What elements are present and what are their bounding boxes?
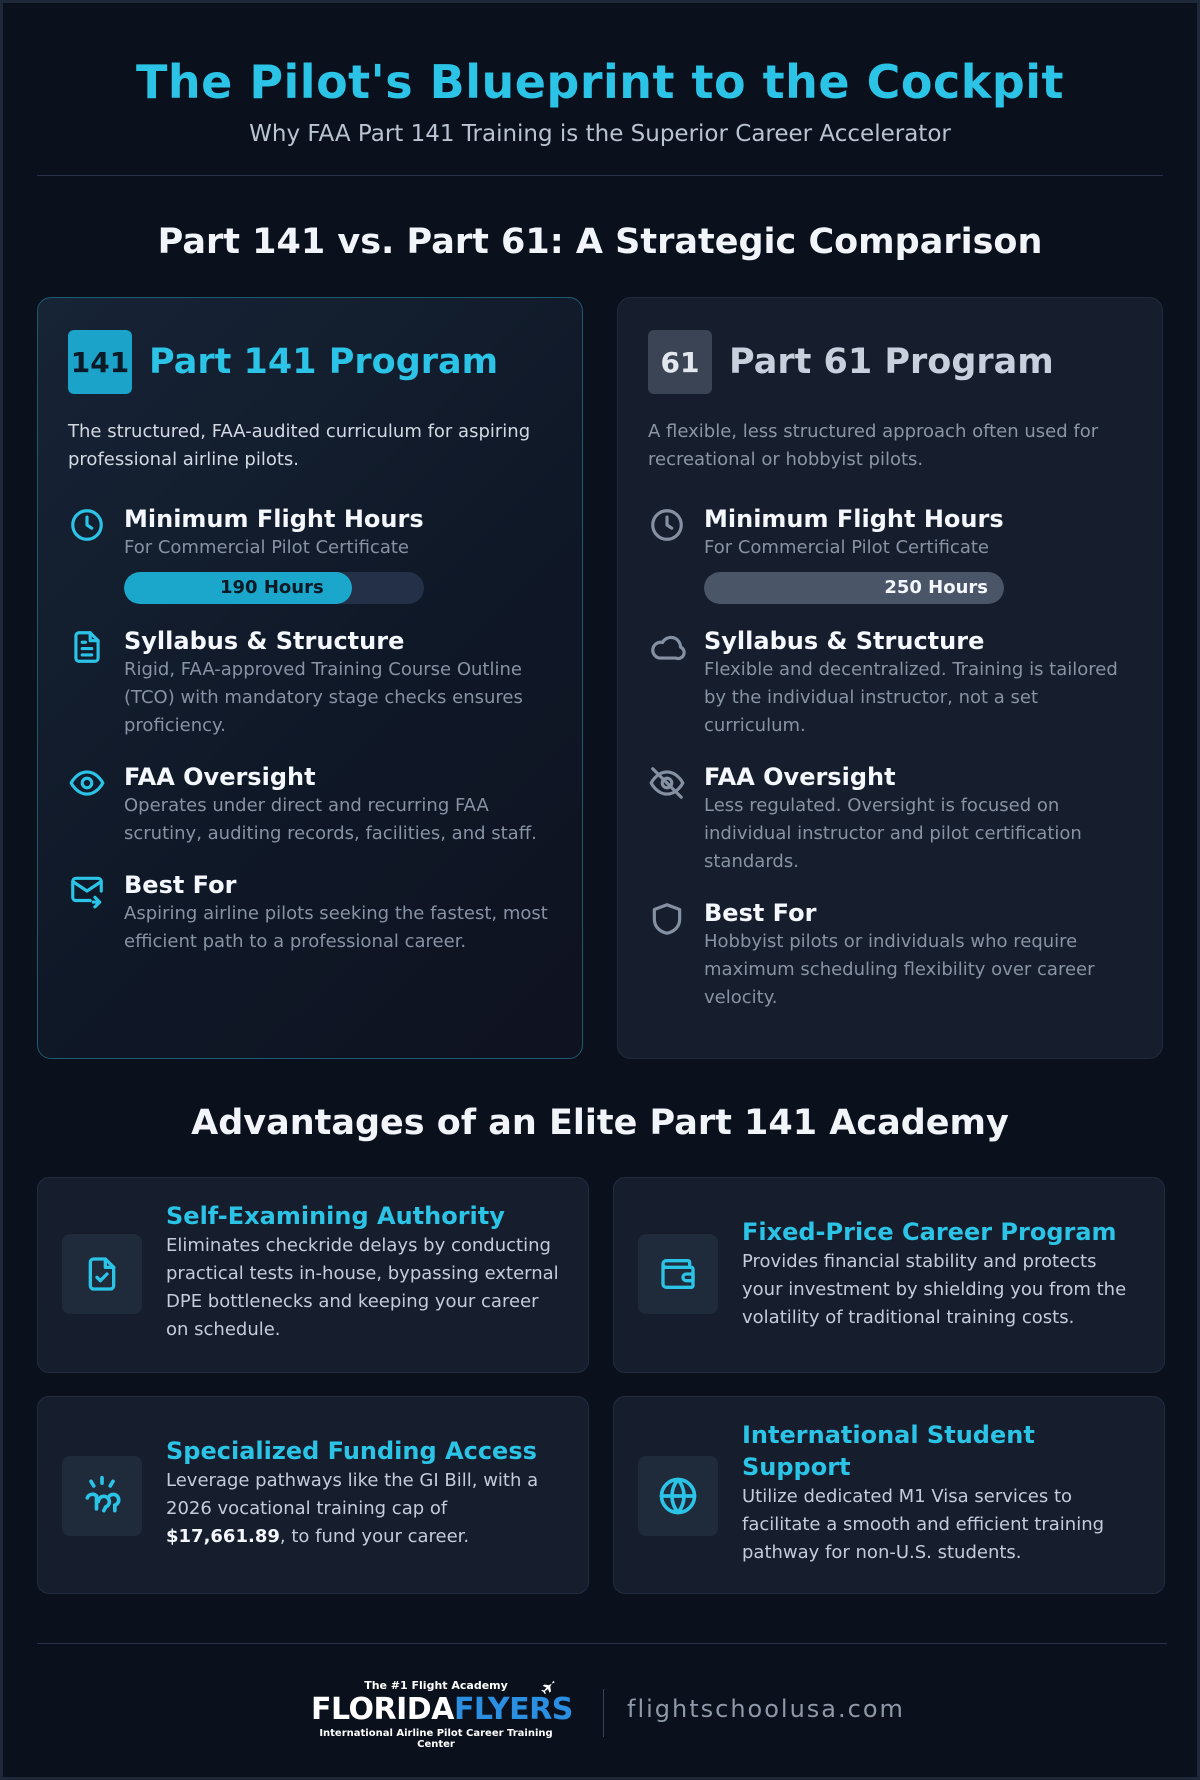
part141-oversight-title: FAA Oversight <box>124 763 316 791</box>
part141-syllabus-title: Syllabus & Structure <box>124 627 405 655</box>
clock-icon <box>648 506 686 544</box>
mail-send-icon <box>68 872 106 910</box>
advantage-description: Provides financial stability and protects your investment by shielding you from the volatility of traditional training costs. <box>742 1251 1127 1328</box>
footer-separator <box>603 1689 604 1737</box>
airplane-icon <box>539 1680 557 1702</box>
advantage-card-funding <box>37 1396 589 1594</box>
logo-word-flyers: FLYERS <box>453 1692 573 1727</box>
part141-bestfor-feature <box>68 870 552 956</box>
shield-icon <box>648 900 686 938</box>
part61-syllabus-title: Syllabus & Structure <box>704 627 985 655</box>
part61-oversight-text: Less regulated. Oversight is focused on individual instructor and pilot certification standards. <box>704 795 1082 872</box>
part61-hours-bar <box>704 572 1004 604</box>
clock-icon <box>68 506 106 544</box>
gi-bill-cap-amount: $17,661.89 <box>166 1526 280 1547</box>
part141-syllabus-text: Rigid, FAA-approved Training Course Outline (TCO) with mandatory stage checks ensures proficiency. <box>124 659 523 736</box>
part141-title: Part 141 Program <box>149 342 499 382</box>
part61-bestfor-feature <box>648 898 1132 1012</box>
part61-description: A flexible, less structured approach often used for recreational or hobbyist pilots. <box>648 421 1099 470</box>
part61-bestfor-text: Hobbyist pilots or individuals who require maximum scheduling flexibility over career velocity. <box>704 931 1095 1008</box>
eye-off-icon <box>648 764 686 802</box>
advantage-card-fixed-price <box>613 1177 1165 1373</box>
advantage-text-block <box>742 1216 1142 1332</box>
funding-glyph-icon <box>62 1456 142 1536</box>
part61-hours-subtitle: For Commercial Pilot Certificate <box>704 537 989 558</box>
part141-oversight-text: Operates under direct and recurring FAA scrutiny, auditing records, facilities, and staff. <box>124 795 537 844</box>
part141-hours-subtitle: For Commercial Pilot Certificate <box>124 537 409 558</box>
part61-card-header <box>648 330 1132 394</box>
part141-hours-feature <box>68 504 552 604</box>
advantage-description <box>166 1467 566 1551</box>
advantage-title: International Student Support <box>742 1421 1035 1481</box>
eye-icon <box>68 764 106 802</box>
advantage-description-part1: Leverage pathways like the GI Bill, with a 2026 vocational training cap of <box>166 1470 539 1519</box>
part61-syllabus-feature <box>648 626 1132 740</box>
part141-oversight-feature <box>68 762 552 848</box>
logo-wordmark <box>311 1692 573 1728</box>
advantage-title: Self-Examining Authority <box>166 1202 505 1230</box>
advantage-description-part2: , to fund your career. <box>279 1526 470 1547</box>
florida-flyers-logo[interactable] <box>311 1679 573 1750</box>
comparison-section-title: Part 141 vs. Part 61: A Strategic Comparison <box>157 222 1043 262</box>
advantage-description: Utilize dedicated M1 Visa services to facilitate a smooth and efficient training pathway for non-U.S. students. <box>742 1486 1105 1563</box>
page-title: The Pilot's Blueprint to the Cockpit <box>135 55 1065 109</box>
part61-hours-bar-label: 250 Hours <box>884 577 988 598</box>
advantage-text-block <box>742 1419 1142 1567</box>
part141-bestfor-text: Aspiring airline pilots seeking the fastest, most efficient path to a professional career. <box>124 903 548 952</box>
part61-oversight-title: FAA Oversight <box>704 763 896 791</box>
globe-icon <box>638 1456 718 1536</box>
cloud-icon <box>648 628 686 666</box>
part61-syllabus-text: Flexible and decentralized. Training is tailored by the individual instructor, not a set curriculum. <box>704 659 1118 736</box>
advantage-text-block <box>166 1435 566 1551</box>
part141-syllabus-feature <box>68 626 552 740</box>
part61-hours-title: Minimum Flight Hours <box>704 505 1004 533</box>
advantage-title: Fixed-Price Career Program <box>742 1218 1117 1246</box>
advantage-card-self-examining <box>37 1177 589 1373</box>
advantage-description: Eliminates checkride delays by conducting practical tests in-house, bypassing external DPE bottlenecks and keeping your career on schedule. <box>166 1235 559 1340</box>
part141-hours-bar-label: 190 Hours <box>220 577 324 598</box>
part141-bestfor-title: Best For <box>124 871 237 899</box>
part141-card <box>37 297 583 1059</box>
advantage-card-international <box>613 1396 1165 1594</box>
part141-description: The structured, FAA-audited curriculum for aspiring professional airline pilots. <box>68 421 531 470</box>
page-subtitle: Why FAA Part 141 Training is the Superior Career Accelerator <box>249 121 951 147</box>
part61-hours-feature <box>648 504 1132 604</box>
logo-subtitle: International Airline Pilot Career Training Center <box>319 1728 553 1750</box>
header-divider <box>37 175 1163 176</box>
wallet-icon <box>638 1234 718 1314</box>
part61-oversight-feature <box>648 762 1132 876</box>
advantage-title: Specialized Funding Access <box>166 1437 537 1465</box>
part141-badge: 141 <box>68 330 132 394</box>
logo-word-florida: FLORIDA <box>311 1692 454 1727</box>
advantage-text-block <box>166 1200 566 1344</box>
advantages-section-title: Advantages of an Elite Part 141 Academy <box>191 1103 1009 1143</box>
part61-badge: 61 <box>648 330 712 394</box>
part61-card <box>617 297 1163 1059</box>
footer-divider <box>37 1643 1167 1644</box>
part141-hours-bar <box>124 572 424 604</box>
website-link[interactable]: flightschoolusa.com <box>627 1695 905 1723</box>
header <box>3 3 1197 147</box>
logo-tagline: The #1 Flight Academy <box>364 1679 508 1692</box>
part141-card-header <box>68 330 552 394</box>
document-icon <box>68 628 106 666</box>
part141-hours-title: Minimum Flight Hours <box>124 505 424 533</box>
part61-bestfor-title: Best For <box>704 899 817 927</box>
file-check-icon <box>62 1234 142 1314</box>
part61-title: Part 61 Program <box>729 342 1054 382</box>
comparison-cards <box>37 297 1167 1059</box>
